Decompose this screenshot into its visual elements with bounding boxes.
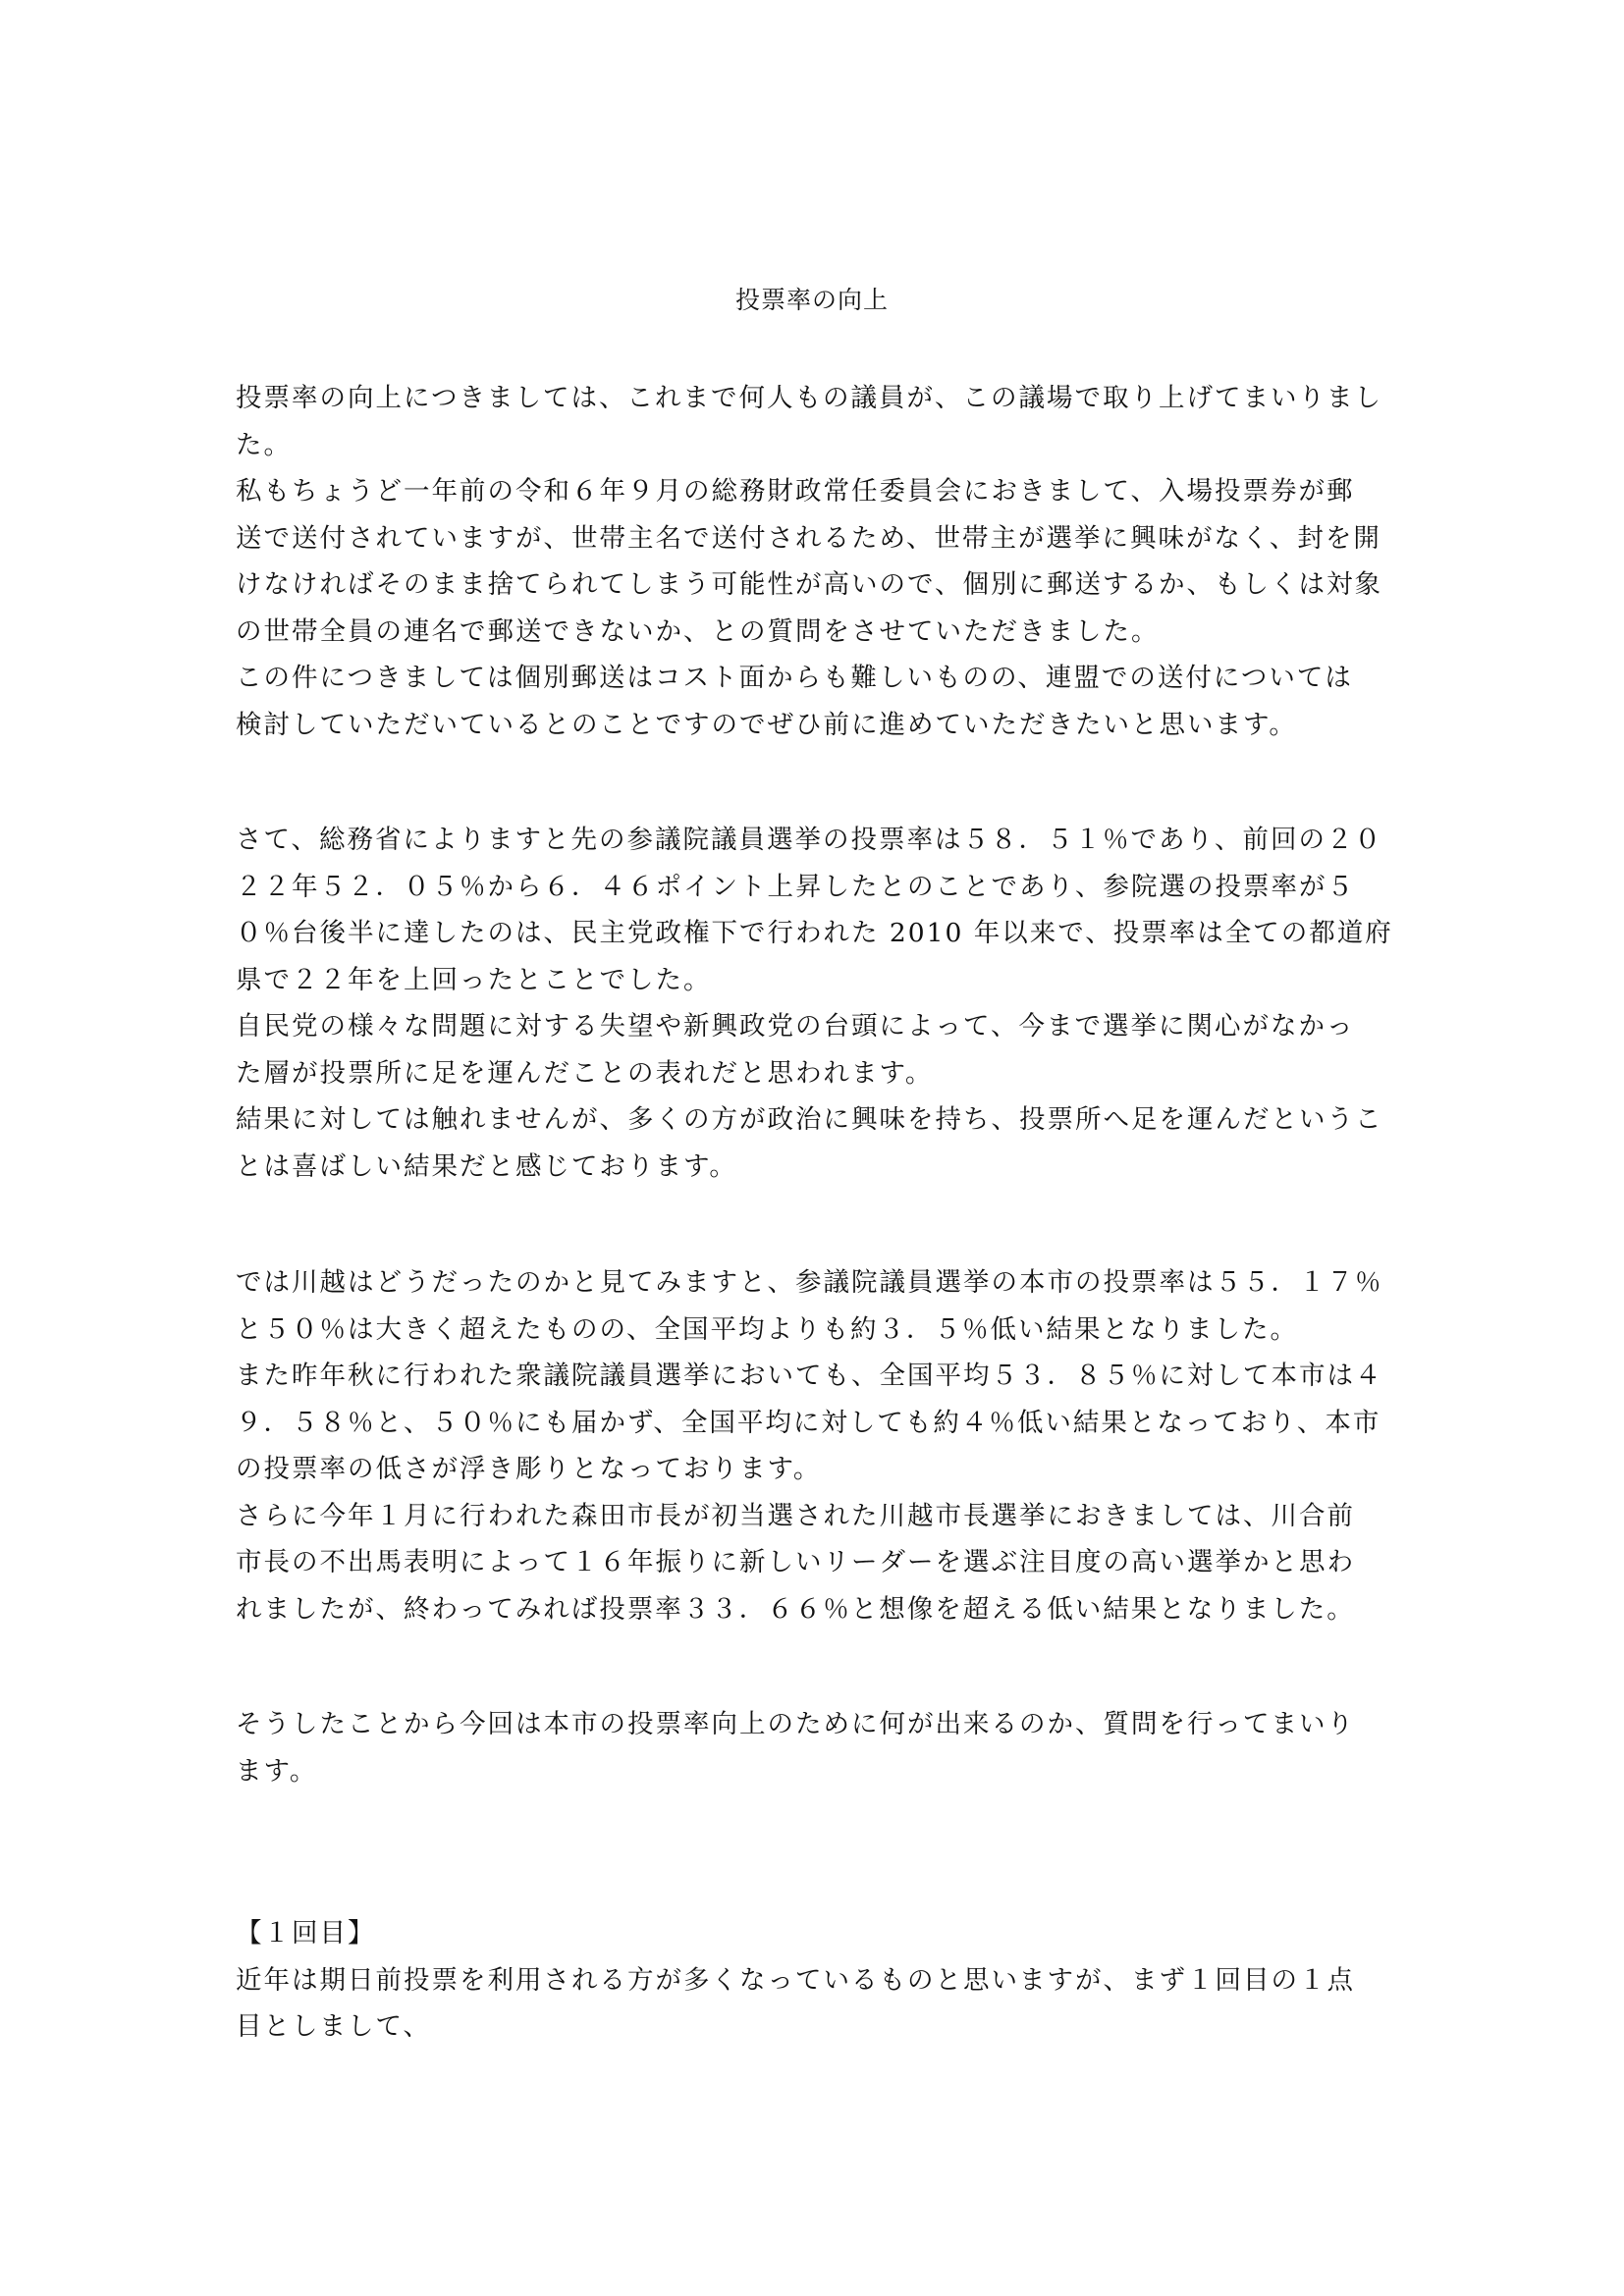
text-line: ０％台後半に達したのは、民主党政権下で行われた 2010 年以来で、投票率は全ての都道府 <box>236 918 1393 948</box>
paragraph-national-turnout <box>236 817 1394 1190</box>
paragraph-question-intro <box>236 1701 1394 1794</box>
text-line: 検討していただいているとのことですのでぜひ前に進めていただきたいと思います。 <box>236 709 1297 740</box>
text-line: 結果に対しては触れませんが、多くの方が政治に興味を持ち、投票所へ足を運んだというこ <box>236 1104 1383 1135</box>
text-line: さて、総務省によりますと先の参議院議員選挙の投票率は５８．５１％であり、前回の２０ <box>236 825 1382 855</box>
section-heading: 【１回目】 <box>236 1918 376 1949</box>
text-line: 市長の不出馬表明によって１６年振りに新しいリーダーを選ぶ注目度の高い選挙かと思わ <box>236 1547 1355 1577</box>
text-line: ます。 <box>236 1755 318 1787</box>
paragraph-first-question <box>236 1910 1394 2051</box>
text-line: た。 <box>236 429 292 460</box>
text-line: けなければそのまま捨てられてしまう可能性が高いので、個別に郵送するか、もしくは対象 <box>236 569 1382 600</box>
text-line: 自民党の様々な問題に対する失望や新興政党の台頭によって、今まで選挙に関心がなかっ <box>236 1011 1355 1041</box>
text-line: れましたが、終わってみれば投票率３３．６６％と想像を超える低い結果となりました。 <box>236 1593 1355 1625</box>
text-line: 送で送付されていますが、世帯主名で送付されるため、世帯主が選挙に興味がなく、封を開 <box>236 522 1381 554</box>
text-line: また昨年秋に行われた衆議院議員選挙においても、全国平均５３．８５％に対して本市は４ <box>236 1361 1383 1391</box>
text-line: 目としまして、 <box>236 2011 431 2042</box>
text-line: さらに今年１月に行われた森田市長が初当選された川越市長選挙におきましては、川合前 <box>236 1500 1355 1531</box>
paragraph-introduction <box>236 375 1394 748</box>
paragraph-kawagoe-turnout <box>236 1259 1394 1632</box>
text-line: と５０％は大きく超えたものの、全国平均よりも約３．５％低い結果となりました。 <box>236 1313 1298 1345</box>
text-line: 県で２２年を上回ったとことでした。 <box>236 964 712 995</box>
text-line: では川越はどうだったのかと見てみますと、参議院議員選挙の本市の投票率は５５．１７％ <box>236 1267 1383 1298</box>
text-line: 投票率の向上につきましては、これまで何人もの議員が、この議場で取り上げてまいりまし <box>236 383 1382 413</box>
text-line: た層が投票所に足を運んだことの表れだと思われます。 <box>236 1057 934 1089</box>
text-line: の世帯全員の連名で郵送できないか、との質問をさせていただきました。 <box>236 615 1160 647</box>
text-line: この件につきましては個別郵送はコスト面からも難しいものの、連盟での送付については <box>236 663 1353 693</box>
text-line: とは喜ばしい結果だと感じております。 <box>236 1150 737 1182</box>
page-title: 投票率の向上 <box>734 286 889 314</box>
text-line: ２２年５２．０５％から６．４６ポイント上昇したとのことであり、参院選の投票率が５ <box>236 871 1355 902</box>
text-line: 近年は期日前投票を利用される方が多くなっているものと思いますが、まず１回目の１点 <box>236 1964 1355 1996</box>
text-line: の投票率の低さが浮き彫りとなっております。 <box>236 1454 822 1484</box>
text-line: ９．５８％と、５０％にも届かず、全国平均に対しても約４％低い結果となっており、本市 <box>236 1407 1381 1438</box>
text-line: そうしたことから今回は本市の投票率向上のために何が出来るのか、質問を行ってまいり <box>236 1709 1355 1739</box>
text-line: 私もちょうど一年前の令和６年９月の総務財政常任委員会におきまして、入場投票券が郵 <box>236 476 1355 507</box>
